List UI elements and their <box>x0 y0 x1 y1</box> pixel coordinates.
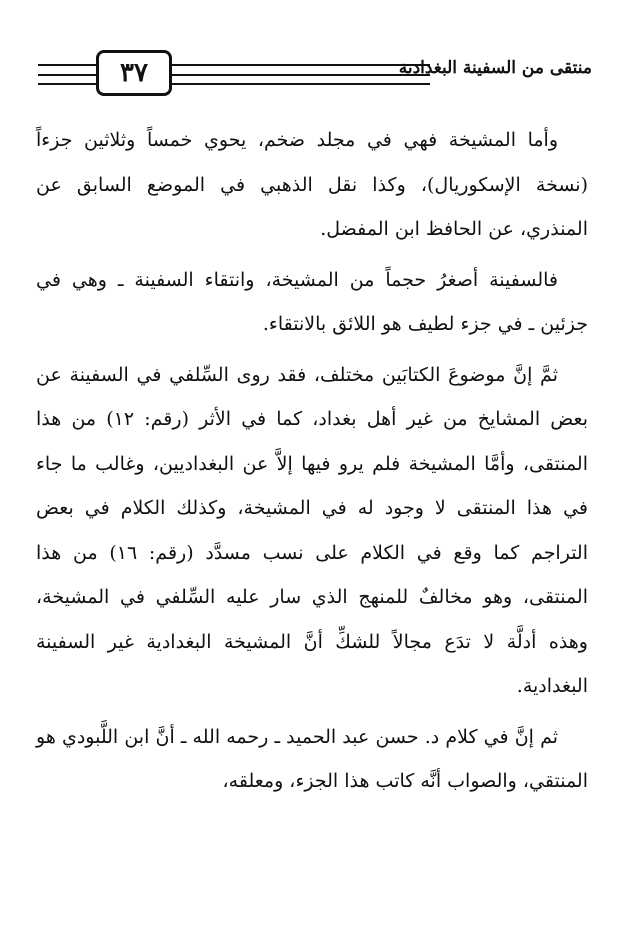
page-number: ٣٧ <box>96 50 172 96</box>
paragraph-1: وأما المشيخة فهي في مجلد ضخم، يحوي خمساً وثلاثين جزءاً (نسخة الإسكوريال)، وكذا نقل الذهبي في الموضع السابق عن المنذري، عن الحافظ ابن المفضل. <box>36 129 588 240</box>
page-body <box>36 118 588 804</box>
paragraph-3: ثمَّ إنَّ موضوعَ الكتابَين مختلف، فقد روى السِّلفي في السفينة عن بعض المشايخ من غير أهل بغداد، كما في الأثر (رقم: ١٢) من هذا المنتقى، وأمَّا المشيخة فلم يرو فيها إلاَّ عن البغداديين، وغالب ما جاء في هذا المنتقى لا وجود له في المشيخة، وكذلك الكلام في بعض التراجم كما وقع في الكلام على نسب مسدَّد (رقم: ١٦) من هذا المنتقى، وهو مخالفٌ للمنهج الذي سار عليه السِّلفي في المشيخة، وهذه أدلَّة لا تدَع مجالاً للشكِّ أنَّ المشيخة البغدادية غير السفينة البغدادية. <box>36 363 589 697</box>
page-header <box>38 50 592 100</box>
paragraph-2: فالسفينة أصغرُ حجماً من المشيخة، وانتقاء السفينة ـ وهي في جزئين ـ في جزء لطيف هو اللائق بالانتقاء. <box>36 268 588 335</box>
running-title: منتقى من السفينة البغدادية <box>398 58 592 78</box>
paragraph-4: ثم إنَّ في كلام د. حسن عبد الحميد ـ رحمه الله ـ أنَّ ابن اللَّبودي هو المنتقي، والصواب أنَّه كاتب هذا الجزء، ومعلقه، <box>36 725 588 792</box>
